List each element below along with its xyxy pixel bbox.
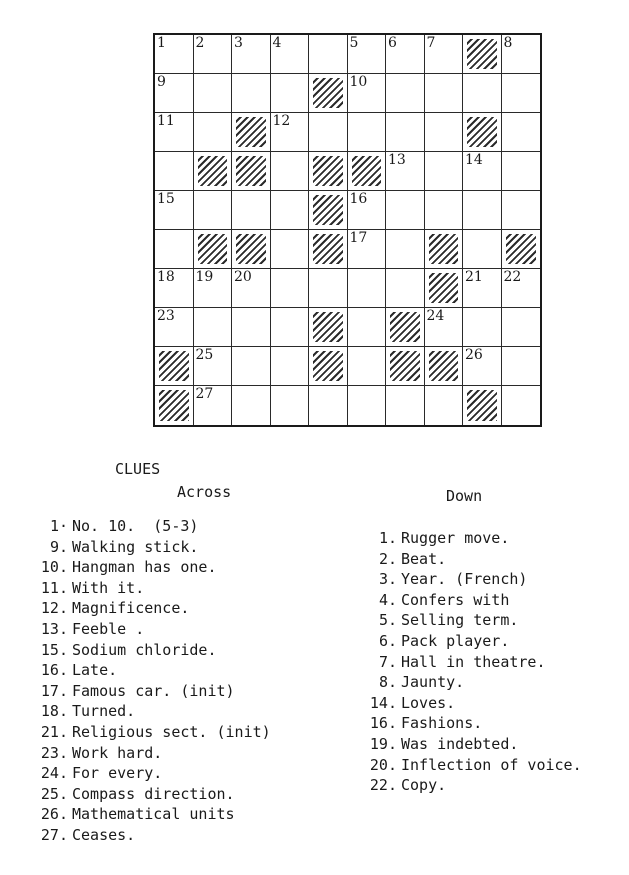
down-clue: [355, 755, 582, 776]
down-clue: [355, 652, 582, 673]
across-clue: [30, 763, 271, 784]
grid-cell: [309, 386, 348, 425]
grid-cell-number: 5: [349, 35, 359, 51]
grid-black-cell: [463, 386, 502, 425]
clues-heading: CLUES: [115, 460, 161, 478]
grid-cell: [232, 269, 271, 308]
across-clue: [30, 804, 271, 825]
grid-cell-number: 23: [157, 308, 175, 324]
grid-cell: [463, 347, 502, 386]
grid-cell-number: 8: [503, 35, 513, 51]
clue-number: 4.: [378, 590, 397, 609]
across-clue: [30, 660, 271, 681]
clue-number: 7.: [378, 652, 397, 671]
grid-cell: [232, 191, 271, 230]
grid-cell: [463, 74, 502, 113]
grid-cell: [502, 152, 541, 191]
grid-cell: [425, 152, 464, 191]
clue-number: 22.: [369, 776, 397, 795]
down-clue: [355, 549, 582, 570]
grid-cell-number: 9: [157, 74, 166, 90]
grid-cell: [463, 269, 502, 308]
grid-cell: [386, 269, 425, 308]
grid-black-cell: [309, 230, 348, 269]
grid-black-cell: [155, 347, 194, 386]
clue-number: 5.: [378, 611, 397, 630]
down-clue: [355, 610, 582, 631]
clue-text: Loves.: [401, 693, 456, 712]
clue-number: 25.: [40, 784, 68, 803]
grid-cell: [348, 35, 387, 74]
grid-black-cell: [309, 152, 348, 191]
grid-cell-number: 1: [157, 35, 166, 51]
across-clue: [30, 557, 271, 578]
grid-black-cell: [425, 347, 464, 386]
grid-cell-number: 21: [465, 269, 483, 285]
clue-text: Famous car. (init): [72, 681, 235, 700]
clue-number: 20.: [369, 755, 397, 774]
down-clue: [355, 569, 582, 590]
clue-number: 8.: [378, 673, 397, 692]
grid-black-cell: [386, 347, 425, 386]
grid-cell: [502, 113, 541, 152]
grid-cell: [425, 191, 464, 230]
clue-number: 19.: [369, 734, 397, 753]
grid-cell: [425, 386, 464, 425]
grid-black-cell: [309, 191, 348, 230]
grid-cell: [232, 308, 271, 347]
clue-text: Turned.: [72, 702, 136, 721]
grid-cell: [155, 308, 194, 347]
grid-cell: [309, 35, 348, 74]
across-clue: [30, 784, 271, 805]
clue-text: Mathematical units: [72, 805, 235, 824]
grid-cell: [386, 386, 425, 425]
clue-number: 9.: [49, 537, 68, 556]
grid-cell-number: 17: [349, 230, 368, 246]
grid-black-cell: [309, 347, 348, 386]
across-clue: [30, 578, 271, 599]
grid-cell: [194, 191, 233, 230]
down-clue: [355, 693, 582, 714]
clue-number: 6.: [378, 631, 397, 650]
grid-black-cell: [463, 113, 502, 152]
grid-cell: [155, 74, 194, 113]
grid-cell: [194, 35, 233, 74]
grid-cell-number: 25: [195, 347, 214, 363]
grid-cell: [386, 191, 425, 230]
grid-cell-number: 16: [349, 191, 368, 207]
grid-cell: [502, 191, 541, 230]
clue-text: Year. (French): [401, 570, 528, 589]
down-clue: [355, 713, 582, 734]
down-clue: [355, 775, 582, 796]
clue-number: 23.: [40, 743, 68, 762]
grid-cell: [271, 308, 310, 347]
grid-black-cell: [232, 230, 271, 269]
down-heading: Down: [446, 487, 483, 505]
grid-cell: [348, 230, 387, 269]
clue-text: Ceases.: [72, 825, 136, 844]
grid-cell-number: 20: [234, 269, 252, 285]
grid-cell: [348, 347, 387, 386]
grid-black-cell: [463, 35, 502, 74]
grid-cell: [194, 347, 233, 386]
clue-text: Hangman has one.: [72, 558, 217, 577]
grid-cell-number: 26: [465, 347, 483, 363]
grid-cell: [348, 386, 387, 425]
grid-cell: [271, 191, 310, 230]
clue-text: Copy.: [401, 776, 447, 795]
clue-number: 1.: [378, 529, 397, 547]
grid-cell: [194, 74, 233, 113]
down-clue-list: [355, 528, 582, 796]
clue-number: 14.: [369, 693, 397, 712]
grid-cell: [502, 386, 541, 425]
grid-cell: [386, 152, 425, 191]
grid-black-cell: [194, 152, 233, 191]
grid-cell: [386, 35, 425, 74]
grid-cell: [425, 308, 464, 347]
clue-number: 15.: [40, 640, 68, 659]
down-clue: [355, 590, 582, 611]
clue-number: 21.: [40, 722, 68, 741]
across-clue: [30, 537, 271, 558]
grid-cell: [348, 191, 387, 230]
grid-black-cell: [425, 230, 464, 269]
grid-black-cell: [425, 269, 464, 308]
grid-cell: [155, 191, 194, 230]
clue-number: 24.: [40, 764, 68, 783]
grid-cell: [155, 35, 194, 74]
across-clue-list: [30, 516, 271, 846]
grid-cell: [232, 347, 271, 386]
grid-cell-number: 10: [349, 74, 368, 90]
clue-text: Hall in theatre.: [401, 652, 546, 671]
grid-cell-number: 13: [388, 152, 406, 168]
grid-black-cell: [309, 308, 348, 347]
clue-text: Work hard.: [72, 743, 163, 762]
clue-number: 1·: [49, 517, 68, 535]
clue-text: No. 10. (5-3): [72, 517, 199, 535]
clue-text: Beat.: [401, 549, 447, 568]
grid-cell: [155, 269, 194, 308]
clue-text: Late.: [72, 661, 118, 680]
grid-cell-number: 27: [195, 386, 214, 402]
grid-cell: [155, 152, 194, 191]
grid-cell: [502, 308, 541, 347]
grid-cell-number: 19: [195, 269, 214, 285]
grid-cell: [271, 74, 310, 113]
grid-black-cell: [348, 152, 387, 191]
grid-black-cell: [232, 113, 271, 152]
clue-text: Walking stick.: [72, 537, 199, 556]
grid-cell-number: 4: [272, 35, 282, 51]
clue-number: 2.: [378, 549, 397, 568]
grid-cell: [271, 35, 310, 74]
grid-cell: [463, 191, 502, 230]
across-clue: [30, 516, 271, 537]
grid-cell: [425, 113, 464, 152]
grid-cell: [386, 74, 425, 113]
clue-text: With it.: [72, 578, 145, 597]
grid-cell: [155, 230, 194, 269]
grid-cell-number: 22: [503, 269, 522, 285]
clue-text: For every.: [72, 764, 163, 783]
grid-cell: [425, 35, 464, 74]
clue-text: Confers with: [401, 590, 510, 609]
grid-cell: [348, 113, 387, 152]
grid-cell: [348, 74, 387, 113]
clue-text: Was indebted.: [401, 734, 519, 753]
grid-cell: [232, 386, 271, 425]
grid-cell-number: 6: [388, 35, 397, 51]
clue-text: Fashions.: [401, 714, 483, 733]
clue-number: 10.: [40, 558, 68, 577]
grid-cell: [271, 152, 310, 191]
grid-cell: [386, 230, 425, 269]
grid-cell: [348, 269, 387, 308]
clue-number: 16.: [40, 661, 68, 680]
grid-cell: [155, 113, 194, 152]
clue-number: 3.: [378, 570, 397, 589]
grid-cell: [502, 269, 541, 308]
clue-number: 18.: [40, 702, 68, 721]
across-clue: [30, 701, 271, 722]
grid-cell: [463, 230, 502, 269]
across-clue: [30, 825, 271, 846]
grid-cell: [194, 269, 233, 308]
clue-text: Sodium chloride.: [72, 640, 217, 659]
grid-cell-number: 18: [157, 269, 175, 285]
clue-number: 11.: [40, 578, 68, 597]
clue-number: 12.: [40, 599, 68, 618]
across-clue: [30, 681, 271, 702]
down-clue: [355, 734, 582, 755]
across-clue: [30, 619, 271, 640]
clue-number: 27.: [40, 825, 68, 844]
down-clue: [355, 672, 582, 693]
clue-text: Religious sect. (init): [72, 722, 271, 741]
clue-text: Rugger move.: [401, 529, 510, 547]
down-clue: [355, 631, 582, 652]
grid-black-cell: [309, 74, 348, 113]
grid-cell: [463, 308, 502, 347]
clue-text: Selling term.: [401, 611, 519, 630]
grid-cell: [463, 152, 502, 191]
grid-black-cell: [194, 230, 233, 269]
across-clue: [30, 640, 271, 661]
clue-text: Feeble .: [72, 619, 145, 638]
across-clue: [30, 743, 271, 764]
grid-cell: [271, 113, 310, 152]
grid-cell: [271, 386, 310, 425]
grid-cell: [502, 35, 541, 74]
clue-number: 13.: [40, 619, 68, 638]
grid-cell: [271, 347, 310, 386]
clue-text: Compass direction.: [72, 784, 235, 803]
grid-black-cell: [502, 230, 541, 269]
grid-cell: [502, 347, 541, 386]
clue-text: Pack player.: [401, 631, 510, 650]
across-clue: [30, 598, 271, 619]
clue-number: 16.: [369, 714, 397, 733]
across-clue: [30, 722, 271, 743]
grid-cell-number: 14: [465, 152, 483, 168]
grid-cell-number: 3: [234, 35, 243, 51]
grid-cell-number: 12: [272, 113, 291, 129]
grid-cell-number: 24: [426, 308, 445, 324]
grid-cell-number: 11: [157, 113, 175, 129]
crossword-grid: [153, 33, 542, 427]
down-clue: [355, 528, 582, 549]
grid-cell: [309, 113, 348, 152]
grid-cell: [271, 230, 310, 269]
clue-text: Inflection of voice.: [401, 755, 582, 774]
grid-cell-number: 2: [195, 35, 205, 51]
grid-black-cell: [386, 308, 425, 347]
grid-cell-number: 15: [157, 191, 175, 207]
across-heading: Across: [177, 483, 232, 501]
clue-text: Jaunty.: [401, 673, 465, 692]
grid-cell: [309, 269, 348, 308]
grid-cell: [194, 113, 233, 152]
grid-cell: [194, 386, 233, 425]
grid-cell: [425, 74, 464, 113]
clue-number: 17.: [40, 681, 68, 700]
grid-cell: [232, 74, 271, 113]
grid-cell: [348, 308, 387, 347]
grid-cell: [502, 74, 541, 113]
grid-cell: [386, 113, 425, 152]
grid-cell: [271, 269, 310, 308]
grid-black-cell: [232, 152, 271, 191]
clue-text: Magnificence.: [72, 599, 190, 618]
grid-cell: [232, 35, 271, 74]
grid-black-cell: [155, 386, 194, 425]
grid-cell: [194, 308, 233, 347]
grid-cell-number: 7: [426, 35, 436, 51]
clue-number: 26.: [40, 805, 68, 824]
